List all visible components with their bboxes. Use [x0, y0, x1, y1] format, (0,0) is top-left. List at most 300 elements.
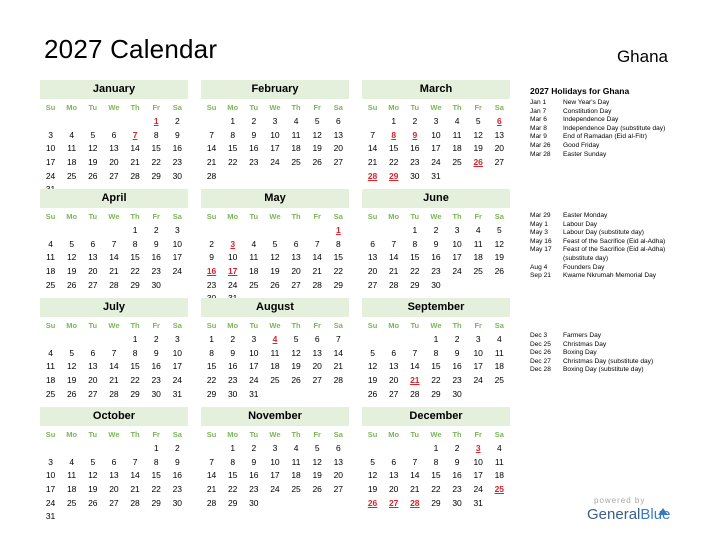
- day: 14: [410, 361, 420, 372]
- weekday-label: Th: [452, 430, 462, 439]
- day: 2: [230, 334, 236, 344]
- day: 22: [431, 375, 441, 386]
- week-row: [40, 510, 188, 524]
- day: 21: [130, 157, 140, 168]
- week-row: [362, 483, 510, 497]
- day: 10: [452, 238, 462, 249]
- day: 10: [172, 238, 183, 249]
- day: 9: [454, 347, 460, 358]
- weekday-label: Th: [130, 321, 140, 330]
- empty-day: [146, 510, 167, 524]
- day: 29: [410, 279, 420, 290]
- day: 27: [88, 279, 98, 290]
- holiday-date: Aug 4: [530, 263, 548, 271]
- day: 16: [172, 470, 183, 481]
- empty-day: [383, 442, 404, 456]
- day: 2: [251, 443, 257, 453]
- empty-day: [489, 388, 510, 402]
- empty-day: [243, 224, 264, 238]
- empty-day: [468, 170, 489, 184]
- holiday-day: 16: [206, 266, 217, 277]
- day: 24: [270, 484, 280, 495]
- day: 28: [410, 388, 420, 399]
- day: 11: [291, 456, 301, 467]
- holiday-item: [530, 264, 700, 273]
- week-row: [201, 156, 349, 170]
- day: 9: [209, 252, 214, 263]
- week-row: [362, 142, 510, 156]
- week-row: [40, 156, 188, 170]
- week-row: [40, 224, 188, 238]
- day: 4: [293, 443, 299, 453]
- holiday-day: 4: [272, 334, 278, 344]
- weekday-label: Tu: [249, 430, 259, 439]
- day: 4: [293, 116, 299, 126]
- week-row: [201, 497, 349, 511]
- weekday-label: Fr: [474, 321, 482, 330]
- day: 1: [412, 225, 418, 235]
- day: 13: [312, 347, 322, 358]
- week-row: [40, 251, 188, 265]
- day: 13: [388, 470, 399, 481]
- day: 7: [111, 238, 117, 249]
- day: 31: [431, 170, 441, 181]
- day: 22: [227, 157, 238, 168]
- day: 9: [174, 456, 180, 467]
- day: 22: [130, 266, 140, 277]
- day: 1: [132, 334, 138, 344]
- day: 25: [494, 375, 505, 386]
- day: 28: [388, 279, 399, 290]
- day: 6: [314, 334, 320, 344]
- weekday-label: Th: [291, 103, 301, 112]
- day: 27: [312, 375, 322, 386]
- holiday-item: [530, 358, 700, 367]
- brand-part1: General: [587, 506, 641, 523]
- week-row: [201, 129, 349, 143]
- day: 24: [249, 375, 259, 386]
- month-10: [201, 407, 349, 510]
- day: 23: [452, 484, 462, 495]
- empty-day: [286, 224, 307, 238]
- week-row: [40, 170, 188, 184]
- holiday-day: 29: [388, 170, 399, 181]
- holidays-heading: 2027 Holidays for Ghana: [530, 86, 630, 96]
- day: 2: [209, 238, 214, 249]
- weekday-row: [362, 210, 510, 224]
- day: 14: [130, 143, 140, 154]
- weekday-label: We: [269, 430, 281, 439]
- day: 10: [270, 129, 280, 140]
- day: 12: [367, 361, 378, 372]
- weekday-label: Mo: [388, 212, 400, 221]
- day: 11: [494, 347, 504, 358]
- day: 30: [151, 279, 161, 290]
- day: 20: [109, 157, 119, 168]
- week-row: [362, 360, 510, 374]
- day: 1: [132, 225, 138, 235]
- day: 18: [494, 470, 505, 481]
- weekday-row: [201, 210, 349, 224]
- brand-triangle-icon: [658, 508, 668, 515]
- day: 19: [367, 484, 378, 495]
- day: 19: [312, 143, 322, 154]
- day: 5: [370, 347, 375, 358]
- week-row: [362, 388, 510, 402]
- week-row: [362, 333, 510, 347]
- day: 8: [153, 129, 159, 140]
- day: 25: [452, 157, 462, 168]
- holiday-date: Dec 25: [530, 340, 551, 348]
- day: 21: [333, 361, 344, 372]
- week-row: [40, 483, 188, 497]
- empty-day: [61, 115, 82, 129]
- weekday-label: Th: [452, 321, 462, 330]
- day: 17: [431, 143, 441, 154]
- day: 12: [494, 238, 505, 249]
- day: 29: [206, 388, 217, 399]
- day: 17: [473, 470, 483, 481]
- day: 22: [151, 484, 161, 495]
- weekday-label: Mo: [66, 430, 78, 439]
- day: 7: [209, 129, 214, 140]
- week-row: [362, 456, 510, 470]
- day: 9: [153, 347, 159, 358]
- day: 24: [172, 375, 183, 386]
- day: 5: [496, 225, 502, 235]
- weekday-label: Su: [45, 321, 56, 330]
- day: 6: [391, 456, 397, 467]
- day: 25: [270, 375, 280, 386]
- day: 19: [88, 157, 98, 168]
- day: 29: [227, 497, 238, 508]
- day: 5: [90, 129, 96, 140]
- empty-day: [61, 442, 82, 456]
- day: 3: [272, 116, 278, 126]
- day: 21: [367, 157, 378, 168]
- day: 24: [431, 157, 441, 168]
- day: 12: [88, 470, 98, 481]
- weekday-label: Th: [452, 212, 462, 221]
- day: 28: [109, 388, 119, 399]
- holiday-name: (substitute day): [563, 254, 609, 262]
- day: 11: [46, 252, 55, 263]
- day: 30: [452, 388, 462, 399]
- day: 6: [335, 443, 341, 453]
- empty-day: [468, 279, 489, 293]
- weekday-label: Tu: [410, 103, 420, 112]
- weekday-label: Mo: [66, 212, 78, 221]
- day: 29: [130, 388, 140, 399]
- weekday-label: We: [108, 212, 120, 221]
- day: 25: [291, 157, 301, 168]
- holiday-name: Good Friday: [563, 141, 600, 149]
- day: 14: [410, 470, 420, 481]
- day: 22: [227, 484, 238, 495]
- day: 2: [153, 334, 159, 344]
- holiday-name: New Year's Day: [563, 99, 610, 106]
- day: 31: [45, 511, 56, 522]
- holiday-name: Farmers Day: [563, 332, 602, 339]
- day: 22: [388, 157, 399, 168]
- day: 5: [69, 347, 75, 358]
- day: 16: [172, 143, 183, 154]
- day: 29: [151, 170, 161, 181]
- day: 11: [494, 456, 504, 467]
- day: 3: [272, 443, 278, 453]
- weekday-label: Mo: [227, 321, 239, 330]
- day: 27: [109, 170, 119, 181]
- week-row: [40, 456, 188, 470]
- day: 10: [45, 470, 56, 481]
- weekday-label: Su: [367, 212, 378, 221]
- empty-day: [307, 224, 328, 238]
- week-row: [201, 360, 349, 374]
- day: 29: [431, 388, 441, 399]
- empty-day: [489, 170, 510, 184]
- holiday-item: [530, 229, 700, 238]
- day: 8: [209, 347, 214, 358]
- day: 23: [172, 157, 183, 168]
- weekday-label: Sa: [333, 430, 343, 439]
- day: 15: [431, 361, 441, 372]
- weekday-label: Su: [367, 103, 378, 112]
- weekday-label: Tu: [410, 212, 420, 221]
- day: 27: [88, 388, 98, 399]
- day: 31: [172, 388, 183, 399]
- day: 5: [314, 116, 320, 126]
- weekday-label: Sa: [494, 103, 504, 112]
- weekday-label: Tu: [249, 321, 259, 330]
- day: 22: [206, 375, 217, 386]
- holiday-name: Christmas Day (substitute day): [563, 357, 654, 365]
- day: 5: [272, 238, 278, 249]
- day: 9: [454, 456, 460, 467]
- day: 10: [431, 129, 441, 140]
- day: 2: [454, 443, 460, 453]
- day: 8: [230, 456, 236, 467]
- week-row: [201, 442, 349, 456]
- day: 21: [410, 484, 420, 495]
- empty-day: [383, 224, 404, 238]
- day: 20: [367, 266, 378, 277]
- empty-day: [264, 388, 285, 402]
- day: 6: [293, 238, 299, 249]
- day: 14: [109, 361, 119, 372]
- day: 5: [69, 238, 75, 249]
- day: 7: [209, 456, 214, 467]
- empty-day: [61, 224, 82, 238]
- day: 20: [88, 375, 98, 386]
- day: 13: [494, 129, 505, 140]
- day: 6: [391, 347, 397, 358]
- day: 7: [370, 129, 375, 140]
- month-header: January: [40, 80, 188, 99]
- day: 2: [412, 116, 418, 126]
- day: 1: [230, 443, 236, 453]
- day: 11: [67, 470, 77, 481]
- holiday-day: 8: [391, 129, 397, 140]
- empty-day: [61, 333, 82, 347]
- week-row: [362, 469, 510, 483]
- day: 3: [251, 334, 257, 344]
- holiday-date: May 17: [530, 246, 552, 254]
- holiday-date: Dec 3: [530, 332, 548, 339]
- day: 3: [454, 225, 460, 235]
- day: 21: [388, 266, 399, 277]
- day: 10: [45, 143, 56, 154]
- month-9: [40, 407, 188, 524]
- empty-day: [362, 333, 383, 347]
- week-row: [201, 224, 349, 238]
- holiday-name: Labour Day (substitute day): [563, 229, 644, 237]
- holiday-name: Independence Day: [563, 116, 619, 124]
- weekday-label: Su: [206, 430, 217, 439]
- day: 12: [291, 347, 301, 358]
- day: 7: [391, 238, 397, 249]
- day: 23: [172, 484, 183, 495]
- country-name: Ghana: [616, 47, 668, 66]
- day: 21: [206, 484, 217, 495]
- weekday-label: Mo: [227, 212, 239, 221]
- brand-part2: Blue: [640, 506, 671, 523]
- holiday-name: Labour Day: [563, 220, 598, 228]
- powered-by-text: powered by: [594, 496, 646, 505]
- day: 18: [291, 470, 301, 481]
- weekday-label: Fr: [152, 103, 160, 112]
- day: 6: [90, 238, 96, 249]
- day: 8: [132, 238, 138, 249]
- holiday-day: 28: [367, 170, 378, 181]
- holiday-item: [530, 349, 700, 358]
- weekday-row: [40, 319, 188, 333]
- weekday-label: We: [430, 321, 442, 330]
- day: 4: [496, 443, 502, 453]
- day: 24: [45, 170, 56, 181]
- day: 5: [475, 116, 481, 126]
- week-row: [362, 224, 510, 238]
- month-header: March: [362, 80, 510, 99]
- empty-day: [40, 333, 61, 347]
- day: 10: [473, 456, 483, 467]
- day: 25: [291, 484, 301, 495]
- week-row: [362, 497, 510, 511]
- day: 19: [66, 266, 77, 277]
- weekday-label: Su: [45, 103, 56, 112]
- holiday-date: Dec 27: [530, 357, 551, 365]
- empty-day: [40, 224, 61, 238]
- month-header: July: [40, 298, 188, 317]
- day: 1: [433, 334, 439, 344]
- day: 13: [367, 252, 378, 263]
- weekday-row: [201, 319, 349, 333]
- day: 17: [452, 252, 462, 263]
- weekday-label: Sa: [333, 321, 343, 330]
- holiday-day: 17: [227, 266, 238, 277]
- day: 18: [473, 252, 483, 263]
- day: 16: [410, 143, 420, 154]
- weekday-label: Sa: [172, 430, 182, 439]
- day: 18: [249, 266, 259, 277]
- holiday-name: Kwame Nkrumah Memorial Day: [563, 272, 657, 280]
- day: 2: [433, 225, 439, 235]
- day: 24: [473, 484, 483, 495]
- day: 18: [45, 266, 56, 277]
- week-row: [362, 156, 510, 170]
- day: 21: [109, 266, 119, 277]
- weekday-label: Tu: [410, 430, 420, 439]
- day: 15: [130, 252, 140, 263]
- empty-day: [82, 333, 103, 347]
- empty-day: [307, 170, 328, 184]
- weekday-row: [40, 428, 188, 442]
- day: 6: [370, 238, 375, 249]
- empty-day: [328, 170, 349, 184]
- empty-day: [286, 497, 307, 511]
- holiday-name: Feast of the Sacrifice (Eid al-Adha): [563, 246, 666, 254]
- holiday-item: [530, 366, 700, 375]
- holiday-name: Easter Sunday: [563, 150, 607, 158]
- day: 31: [249, 388, 259, 399]
- empty-day: [201, 224, 222, 238]
- day: 14: [367, 143, 378, 154]
- weekday-label: Sa: [333, 212, 343, 221]
- holiday-item: [530, 332, 700, 341]
- day: 17: [249, 361, 259, 372]
- day: 16: [452, 361, 462, 372]
- holiday-day: 1: [153, 116, 159, 126]
- holiday-date: Mar 9: [530, 133, 547, 141]
- empty-day: [40, 115, 61, 129]
- holiday-item: [530, 133, 700, 142]
- day: 26: [66, 388, 77, 399]
- weekday-label: Mo: [388, 103, 400, 112]
- day: 28: [206, 170, 217, 181]
- week-row: [201, 279, 349, 293]
- week-row: [362, 251, 510, 265]
- week-row: [362, 238, 510, 252]
- day: 19: [270, 266, 280, 277]
- day: 20: [388, 375, 399, 386]
- holiday-date: Jan 1: [530, 99, 547, 106]
- weekday-label: Su: [367, 321, 378, 330]
- week-row: [362, 279, 510, 293]
- day: 12: [473, 129, 483, 140]
- holiday-item: [530, 212, 700, 221]
- day: 24: [45, 497, 56, 508]
- day: 12: [312, 456, 322, 467]
- month-header: December: [362, 407, 510, 426]
- day: 2: [174, 443, 180, 453]
- day: 19: [88, 484, 98, 495]
- day: 26: [494, 266, 505, 277]
- weekday-label: Sa: [333, 103, 343, 112]
- day: 15: [227, 470, 238, 481]
- day: 2: [454, 334, 460, 344]
- day: 14: [388, 252, 399, 263]
- day: 23: [452, 375, 462, 386]
- month-header: May: [201, 189, 349, 208]
- holiday-item: [530, 99, 700, 108]
- day: 5: [314, 443, 320, 453]
- day: 19: [291, 361, 301, 372]
- month-0: [40, 80, 188, 197]
- day: 17: [172, 361, 183, 372]
- week-row: [201, 238, 349, 252]
- week-row: [40, 333, 188, 347]
- day: 24: [227, 279, 238, 290]
- day: 18: [45, 375, 56, 386]
